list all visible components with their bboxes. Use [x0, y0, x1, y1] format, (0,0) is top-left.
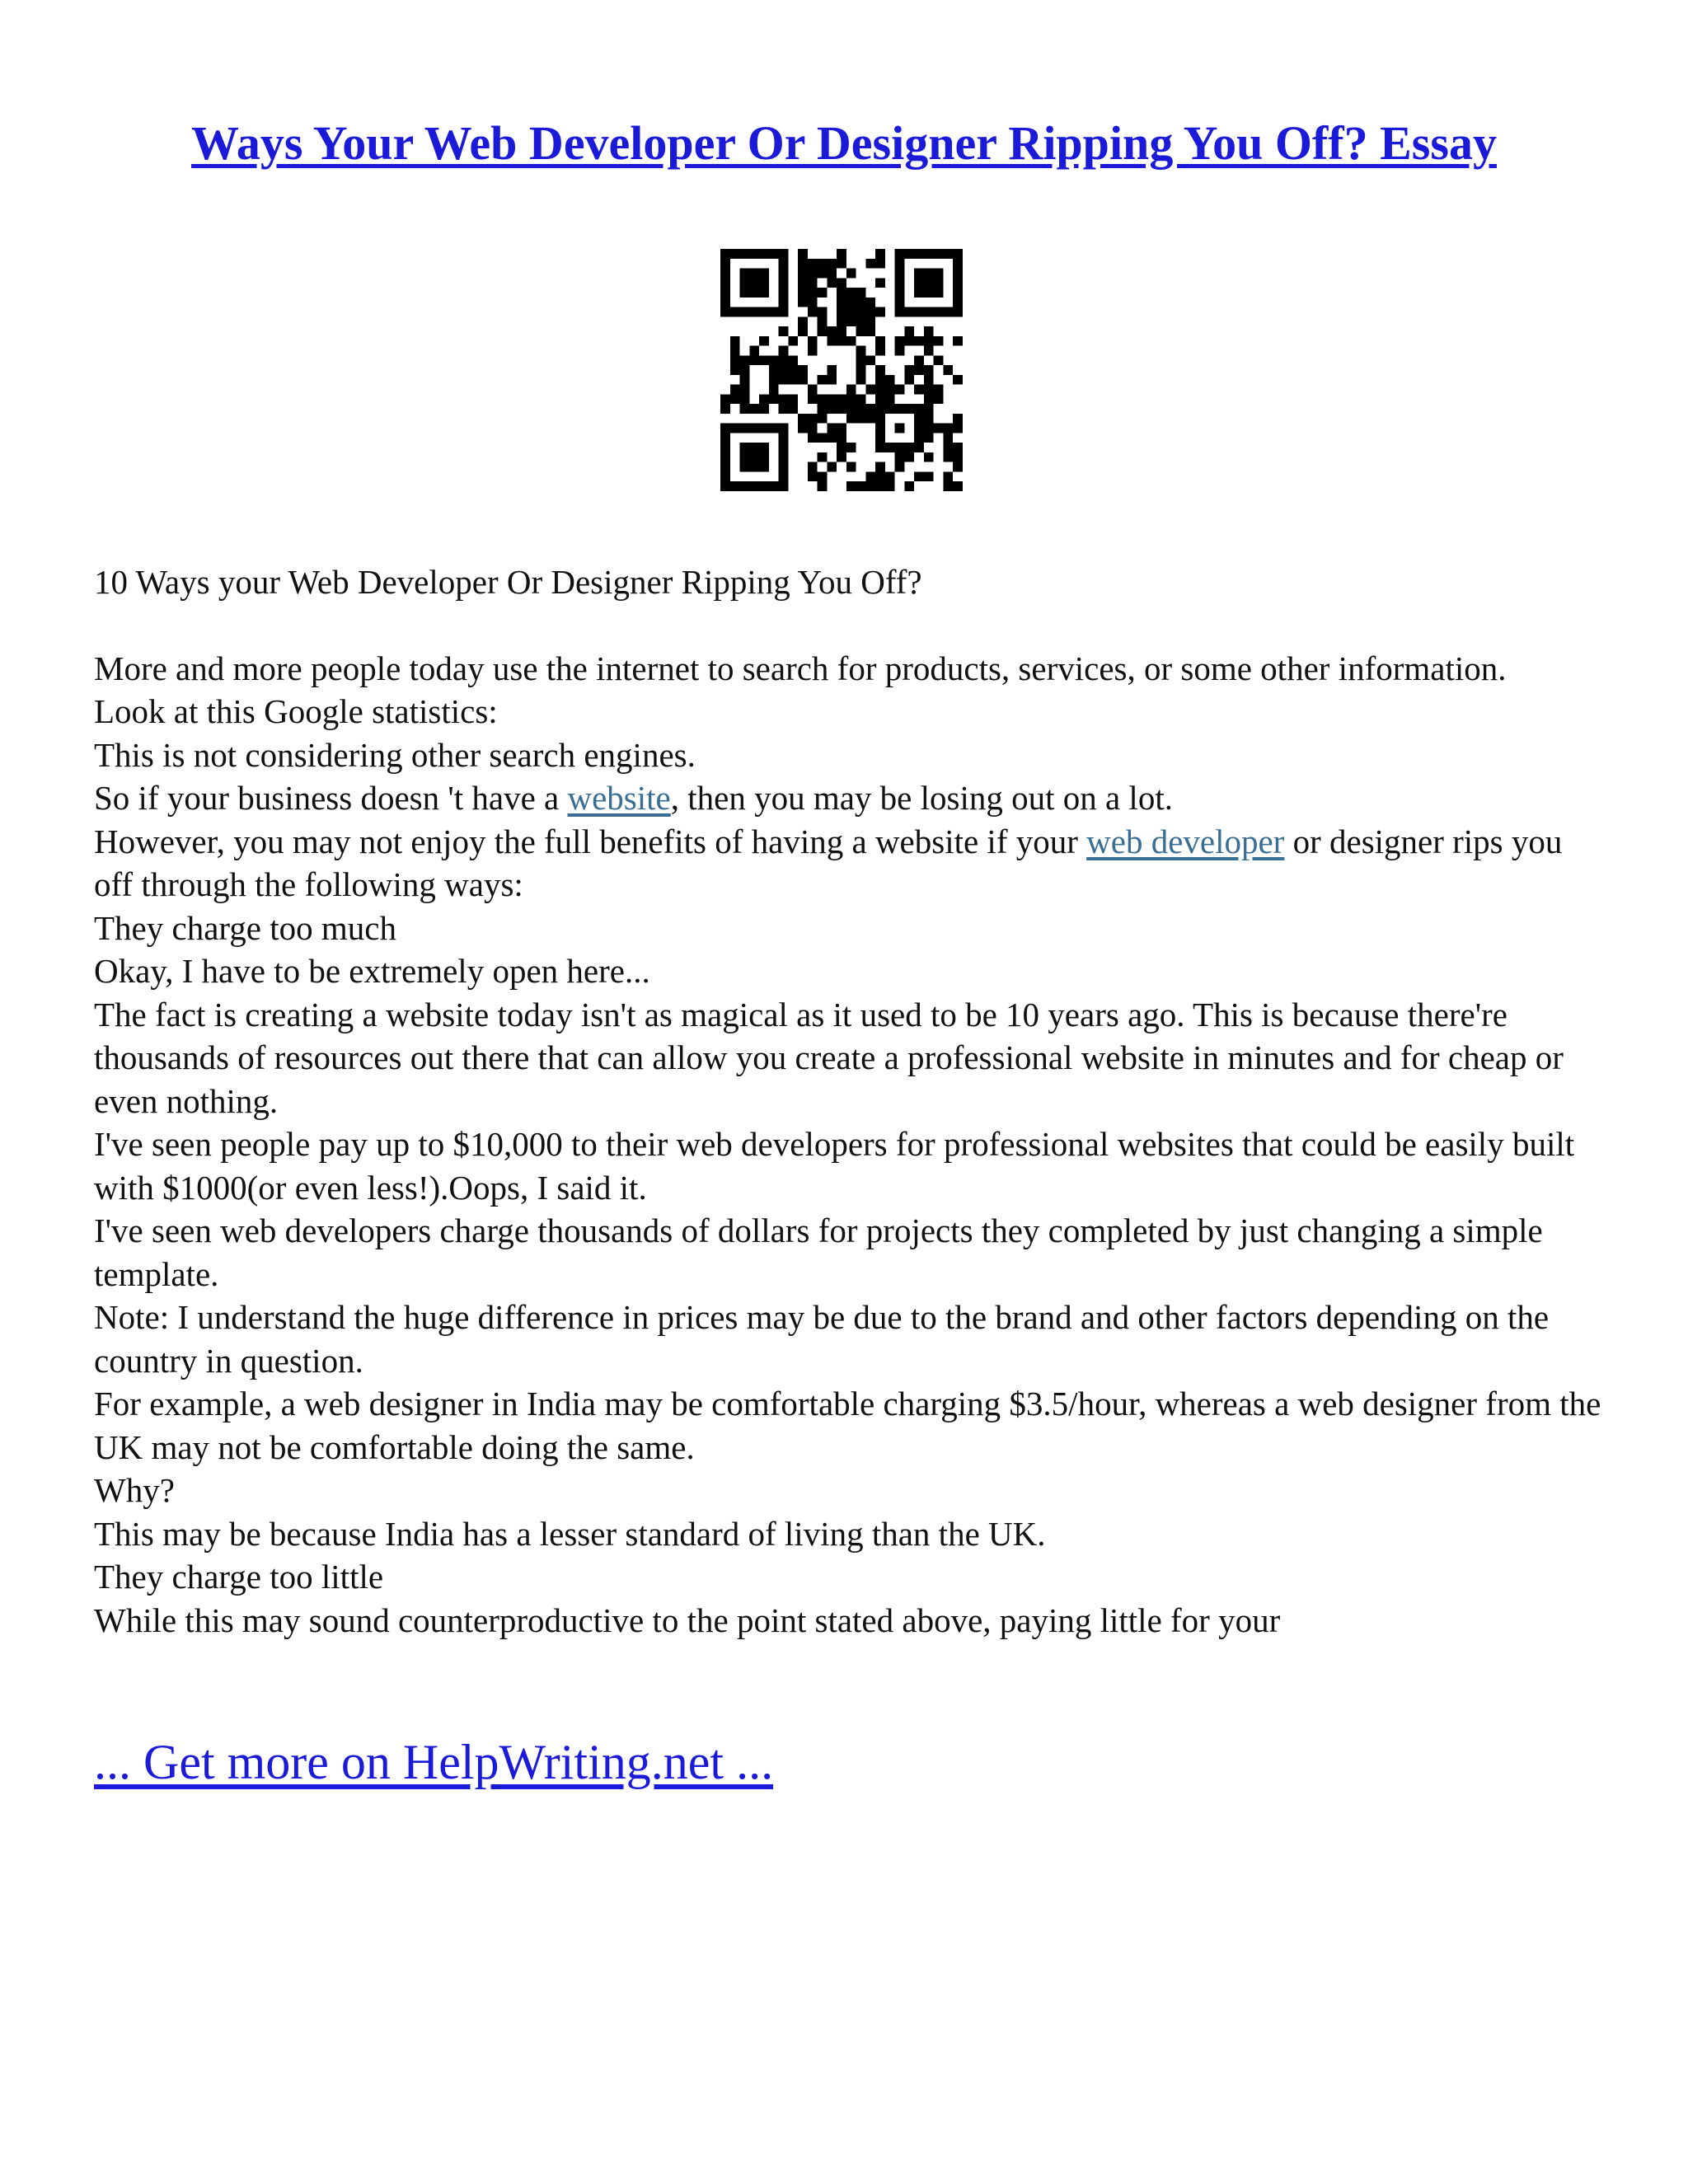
paragraph: This may be because India has a lesser standard of living than the UK.: [94, 1514, 1046, 1553]
page-title[interactable]: Ways Your Web Developer Or Designer Ripping You Off? Essay: [191, 116, 1497, 170]
paragraph: [94, 776, 1602, 820]
intro-heading: 10 Ways your Web Developer Or Designer Ripping You Off?: [94, 563, 922, 601]
website-link[interactable]: website: [567, 779, 671, 817]
web-developer-link[interactable]: web developer: [1086, 822, 1285, 860]
section-heading: They charge too little: [94, 1558, 384, 1596]
section-heading: They charge too much: [94, 908, 396, 947]
article-body: [94, 560, 1602, 1642]
qr-code-icon: [720, 249, 963, 491]
paragraph: While this may sound counterproductive to the point stated above, paying little for your: [94, 1601, 1281, 1639]
paragraph-gap: [94, 604, 1602, 647]
paragraph-text: So if your business doesn 't have a: [94, 779, 568, 817]
paragraph: For example, a web designer in India may be comfortable charging $3.5/hour, whereas a web designer from the UK may not be comfortable doing the same.: [94, 1385, 1601, 1466]
paragraph: Look at this Google statistics:: [94, 692, 498, 730]
paragraph: More and more people today use the internet to search for products, services, or some other information.: [94, 649, 1507, 687]
paragraph-text: However, you may not enjoy the full benefits of having a website if your: [94, 822, 1087, 860]
paragraph: Why?: [94, 1471, 175, 1509]
paragraph: I've seen web developers charge thousands of dollars for projects they completed by just changing a simple template.: [94, 1212, 1543, 1293]
paragraph: Okay, I have to be extremely open here...: [94, 952, 650, 990]
paragraph-text: , then you may be losing out on a lot.: [670, 779, 1173, 817]
paragraph: I've seen people pay up to $10,000 to their web developers for professional websites that could be easily built with $1000(or even less!).Oops, I said it.: [94, 1125, 1575, 1207]
paragraph: The fact is creating a website today isn't as magical as it used to be 10 years ago. This is because there're thousands of resources out there that can allow you create a professional website in minutes and for cheap or even nothing.: [94, 995, 1564, 1120]
paragraph-text: or designer rips you off through the following ways:: [94, 822, 1563, 903]
paragraph: This is not considering other search engines.: [94, 735, 696, 774]
paragraph: Note: I understand the huge difference in prices may be due to the brand and other factors depending on the country in question.: [94, 1298, 1550, 1380]
paragraph: [94, 820, 1602, 907]
get-more-link[interactable]: ... Get more on HelpWriting.net ...: [94, 1735, 774, 1789]
